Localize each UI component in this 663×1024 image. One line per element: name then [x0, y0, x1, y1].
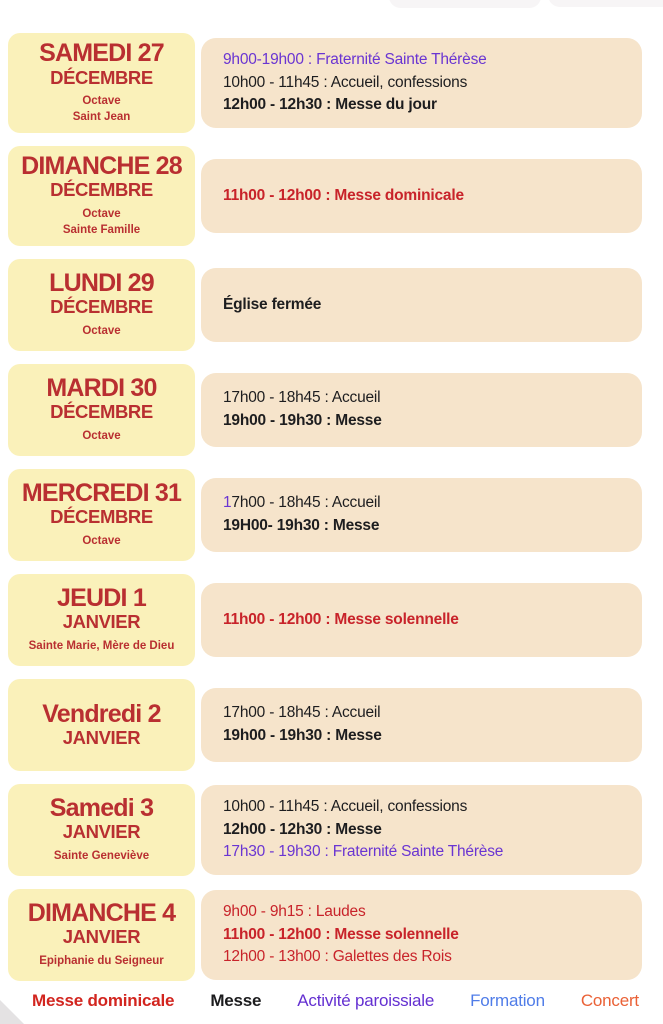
event-text: 12h00 - 12h30 : Messe du jour: [223, 96, 437, 114]
day-row: [8, 469, 642, 561]
event-text: Église fermée: [223, 295, 322, 313]
event-line: [223, 515, 628, 538]
legend-item-messe: Messe: [210, 991, 262, 1010]
day-row: [8, 364, 642, 456]
date-card: [8, 33, 195, 133]
event-text: 19h00 - 19h30 : Messe: [223, 411, 382, 429]
events-card: [201, 688, 642, 762]
date-notes: [82, 533, 120, 549]
date-month: JANVIER: [62, 926, 141, 948]
date-card: [8, 146, 195, 246]
events-card: [201, 478, 642, 552]
event-line: [223, 72, 628, 95]
event-text: 19H00- 19h30 : Messe: [223, 516, 380, 534]
date-feast: Octave: [82, 207, 121, 220]
date-feast: Saint Jean: [72, 110, 131, 123]
date-feast: Sainte Geneviève: [53, 849, 150, 862]
event-line: [223, 819, 628, 842]
date-card: [8, 364, 195, 456]
date-notes: [63, 206, 140, 238]
date-title: SAMEDI 27: [39, 39, 164, 67]
event-text: 9h00-19h00 : Fraternité Sainte Thérèse: [223, 51, 487, 69]
date-feast: Epiphanie du Seigneur: [39, 954, 164, 967]
events-card: [201, 583, 642, 657]
event-line: [223, 901, 628, 924]
day-row: [8, 259, 642, 351]
event-text: 11h00 - 12h00 : Messe dominicale: [223, 186, 464, 204]
date-month: DÉCEMBRE: [50, 66, 153, 88]
event-text: 17h00 - 18h45 : Accueil: [223, 389, 381, 407]
event-text: 9h00 - 9h15 : Laudes: [223, 903, 366, 921]
events-card: [201, 373, 642, 447]
event-text: 11h00 - 12h00 : Messe solennelle: [223, 610, 459, 628]
day-row: [8, 889, 642, 981]
events-card: [201, 890, 642, 980]
date-card: [8, 259, 195, 351]
date-feast: Sainte Marie, Mère de Dieu: [28, 639, 175, 652]
event-line: [223, 796, 628, 819]
date-title: LUNDI 29: [49, 268, 154, 297]
event-text: 12h00 - 12h30 : Messe: [223, 820, 382, 838]
date-title: JEUDI 1: [57, 583, 146, 612]
legend-item-activit-paroissiale: Activité paroissiale: [297, 991, 435, 1010]
event-text: 12h00 - 13h00 : Galettes des Rois: [223, 948, 452, 966]
legend-item-concert: Concert: [580, 991, 639, 1010]
day-row: [8, 33, 642, 133]
date-month: DÉCEMBRE: [50, 506, 153, 528]
events-card: [201, 38, 642, 128]
date-feast: Octave: [82, 324, 121, 337]
legend-item-messe-dominicale: Messe dominicale: [32, 991, 175, 1010]
date-month: JANVIER: [62, 611, 141, 633]
legend-item-formation: Formation: [470, 991, 545, 1010]
event-text: 10h00 - 11h45 : Accueil, confessions: [223, 798, 468, 816]
page-corner-fold: [0, 1000, 24, 1024]
date-title: DIMANCHE 28: [21, 151, 182, 180]
date-card: [8, 784, 195, 876]
event-line: [223, 924, 628, 947]
events-card: [201, 159, 642, 233]
date-title: MERCREDI 31: [21, 478, 182, 507]
event-line: [223, 725, 628, 748]
date-feast: Octave: [82, 94, 121, 107]
day-row: [8, 679, 642, 771]
date-card: [8, 469, 195, 561]
date-feast: Octave: [82, 429, 121, 442]
date-month: JANVIER: [62, 727, 141, 749]
date-notes: [39, 953, 164, 969]
event-line: [223, 94, 628, 117]
date-title: Samedi 3: [49, 793, 154, 822]
event-text: 7h00 - 18h45 : Accueil: [231, 494, 381, 512]
date-notes: [82, 323, 120, 339]
date-card: [8, 574, 195, 666]
events-card: [201, 268, 642, 342]
date-month: DÉCEMBRE: [50, 401, 153, 423]
event-text: 1: [223, 494, 232, 512]
date-month: DÉCEMBRE: [50, 179, 153, 201]
date-notes: [82, 428, 120, 444]
event-line: [223, 49, 628, 72]
events-card: [201, 785, 642, 875]
event-text: 10h00 - 11h45 : Accueil, confessions: [223, 73, 468, 91]
date-month: DÉCEMBRE: [50, 296, 153, 318]
event-line: [223, 294, 628, 317]
cutoff-card-top-left: [389, 0, 541, 8]
date-notes: [29, 638, 175, 654]
event-line: [223, 387, 628, 410]
event-line: [223, 492, 628, 515]
date-notes: [73, 93, 131, 125]
event-line: [223, 841, 628, 864]
day-row: [8, 574, 642, 666]
event-line: [223, 185, 628, 208]
date-feast: Sainte Famille: [62, 223, 141, 236]
event-line: [223, 609, 628, 632]
date-feast: Octave: [82, 534, 121, 547]
schedule-list: [8, 33, 642, 981]
date-title: Vendredi 2: [42, 699, 161, 728]
event-text: 17h30 - 19h30 : Fraternité Sainte Thérèse: [223, 843, 504, 861]
date-notes: [54, 848, 149, 864]
date-card: [8, 889, 195, 981]
date-month: JANVIER: [62, 821, 141, 843]
event-line: [223, 702, 628, 725]
event-line: [223, 410, 628, 433]
event-text: 19h00 - 19h30 : Messe: [223, 726, 382, 744]
date-title: DIMANCHE 4: [27, 898, 176, 927]
legend: [0, 991, 663, 1011]
date-title: MARDI 30: [46, 373, 157, 402]
day-row: [8, 784, 642, 876]
event-text: 11h00 - 12h00 : Messe solennelle: [223, 925, 459, 943]
cutoff-card-top-right: [548, 0, 663, 7]
date-card: [8, 679, 195, 771]
day-row: [8, 146, 642, 246]
event-line: [223, 946, 628, 969]
event-text: 17h00 - 18h45 : Accueil: [223, 704, 381, 722]
